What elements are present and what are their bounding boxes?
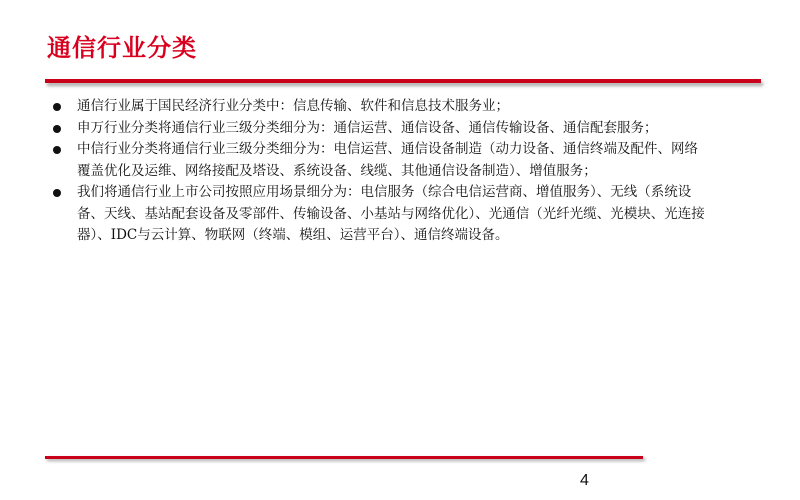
bullet-text: 通信行业属于国民经济行业分类中：信息传输、软件和信息技术服务业； (77, 98, 509, 114)
slide-title: 通信行业分类 (47, 34, 197, 62)
title-divider (45, 79, 761, 83)
bullet-item (45, 96, 705, 118)
bullet-dot-icon (53, 189, 61, 197)
bullet-text: 中信行业分类将通信行业三级分类细分为：电信运营、通信设备制造（动力设备、通信终端及配件、网络覆盖优化及运维、网络接配及塔设、系统设备、线缆、其他通信设备制造）、增值服务； (77, 141, 698, 179)
bullet-item (45, 139, 705, 182)
bullet-item (45, 118, 705, 140)
page-number: 4 (580, 472, 589, 489)
bullet-dot-icon (53, 125, 61, 133)
bullet-dot-icon (53, 146, 61, 154)
bullet-text: 我们将通信行业上市公司按照应用场景细分为：电信服务（综合电信运营商、增值服务）、无线（系统设备、天线、基站配套设备及零部件、传输设备、小基站与网络优化）、光通信（光纤光缆、光模块、光连接器）、IDC与云计算、物联网（终端、模组、运营平台）、通信终端设备。 (77, 184, 705, 243)
bullet-item (45, 182, 705, 247)
bullet-list (45, 96, 705, 247)
footer-divider (45, 456, 643, 459)
bullet-text: 申万行业分类将通信行业三级分类细分为：通信运营、通信设备、通信传输设备、通信配套服务； (77, 119, 658, 136)
bullet-dot-icon (53, 103, 61, 111)
